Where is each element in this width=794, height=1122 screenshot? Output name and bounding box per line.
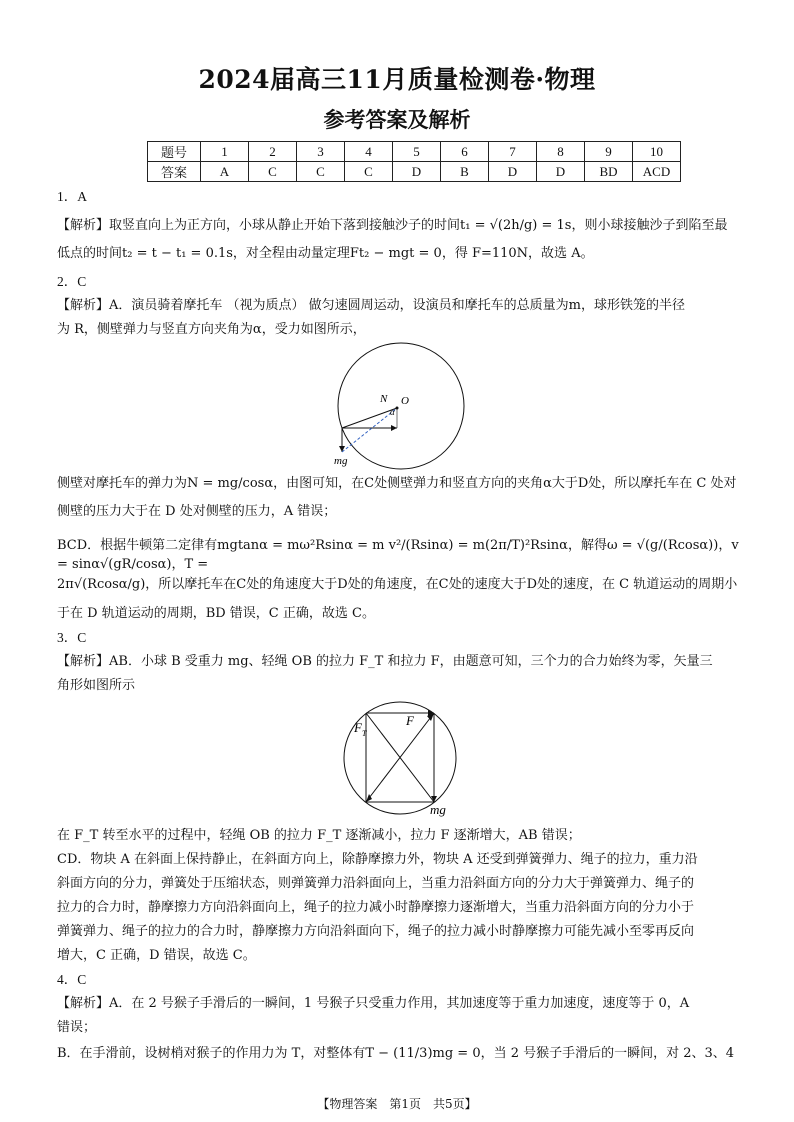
q3-line: 【解析】AB．小球 B 受重力 mg、轻绳 OB 的拉力 F_T 和拉力 F，由题意可知，三个力的合力始终为零，矢量三 [57, 654, 713, 669]
q1-line: 低点的时间t₂ = t − t₁ = 0.1s，对全程由动量定理Ft₂ − mgt = 0，得 F=110N，故选 A。 [57, 246, 594, 261]
q4-line: 错误； [57, 1020, 97, 1035]
answer-table [147, 141, 681, 182]
q3-line: 在 F_T 转至水平的过程中，轻绳 OB 的拉力 F_T 逐渐减小，拉力 F 逐渐增大，AB 错误； [57, 828, 581, 843]
q3-line: CD．物块 A 在斜面上保持静止，在斜面方向上，除静摩擦力外，物块 A 还受到弹簧弹力、绳子的拉力，重力沿 [57, 852, 698, 867]
answer-cell: C [249, 162, 297, 182]
answer-cell: C [345, 162, 393, 182]
answer-cell: ACD [633, 162, 681, 182]
q2-line: 于在 D 轨道运动的周期，BD 错误，C 正确，故选 C。 [57, 606, 375, 621]
q3-line: 斜面方向的分力，弹簧处于压缩状态，则弹簧弹力沿斜面向上，当重力沿斜面方向的分力大于弹簧弹力、绳子的 [57, 876, 695, 891]
q2-line: 为 R，侧壁弹力与竖直方向夹角为α，受力如图所示， [57, 322, 366, 337]
answer-cell: A [201, 162, 249, 182]
q4-number: 4．C [57, 972, 87, 987]
answer-cell: B [441, 162, 489, 182]
q4-line: B．在手滑前，设树梢对猴子的作用力为 T，对整体有T − (11/3)mg = 0，当 2 号猴子手滑后的一瞬间，对 2、3、4 [57, 1046, 735, 1061]
label-FT: F [354, 720, 362, 735]
label-alpha: α [390, 407, 395, 417]
label-mg: mg [430, 802, 446, 817]
q2-line: 侧壁对摩托车的弹力为N = mg/cosα，由图可知，在C处侧壁弹力和竖直方向的夹角α大于D处，所以摩托车在 C 处对 [57, 476, 737, 491]
number-cell: 4 [345, 142, 393, 162]
q3-number: 3．C [57, 630, 87, 645]
q2-line: BCD．根据牛顿第二定律有mgtanα = mω²Rsinα = m v²/(Rsinα) = m(2π/T)²Rsinα，解得ω = √(g/(Rcosα))，v = sinα√(gR/cosα)，T = [57, 538, 739, 572]
page-subtitle: 参考答案及解析 [323, 107, 471, 132]
answer-cell: D [489, 162, 537, 182]
number-cell: 7 [489, 142, 537, 162]
center-dot [396, 407, 399, 410]
label-F: F [406, 713, 414, 728]
dashed-line [342, 408, 397, 452]
answer-cell: C [297, 162, 345, 182]
answer-cell: D [537, 162, 585, 182]
label-N: N [380, 393, 388, 405]
number-cell: 10 [633, 142, 681, 162]
label-O: O [401, 395, 409, 407]
q2-line: 侧壁的压力大于在 D 处对侧壁的压力，A 错误； [57, 504, 337, 519]
answer-label-cell: 答案 [148, 162, 201, 182]
header-label-cell: 题号 [148, 142, 201, 162]
label-FT-subscript: T [362, 729, 367, 738]
q3-line: 弹簧弹力、绳子的拉力的合力时，静摩擦力方向沿斜面向下，绳子的拉力减小时静摩擦力可能先减小至零再反向 [57, 924, 695, 939]
q2-line: 【解析】A．演员骑着摩托车 （视为质点） 做匀速圆周运动，设演员和摩托车的总质量为m，球形铁笼的半径 [57, 298, 685, 313]
q2-line: 2π√(Rcosα/g)，所以摩托车在C处的角速度大于D处的角速度，在C处的速度大于D处的速度，在 C 轨道运动的周期小 [57, 577, 738, 592]
answer-cell: D [393, 162, 441, 182]
q1-number: 1．A [57, 189, 87, 204]
q3-vector-triangle-diagram [340, 698, 460, 820]
number-cell: 8 [537, 142, 585, 162]
number-cell: 9 [585, 142, 633, 162]
number-cell: 3 [297, 142, 345, 162]
q1-line: 【解析】取竖直向上为正方向，小球从静止开始下落到接触沙子的时间t₁ = √(2h/g) = 1s，则小球接触沙子到陷至最 [57, 218, 728, 233]
number-cell: 1 [201, 142, 249, 162]
arrow-head [391, 425, 397, 431]
q4-line: 【解析】A．在 2 号猴子手滑后的一瞬间，1 号猴子只受重力作用，其加速度等于重力加速度，速度等于 0，A [57, 996, 690, 1011]
q2-number: 2．C [57, 274, 87, 289]
q2-force-diagram [320, 340, 480, 470]
arrow-head [339, 446, 345, 452]
number-cell: 5 [393, 142, 441, 162]
page-title: 2024届高三11月质量检测卷·物理 [198, 65, 596, 94]
answer-cell: BD [585, 162, 633, 182]
q3-line: 增大，C 正确，D 错误，故选 C。 [57, 948, 256, 963]
normal-force-line [342, 408, 397, 428]
answer-table-header-row [148, 142, 681, 162]
number-cell: 6 [441, 142, 489, 162]
answer-table-answer-row [148, 162, 681, 182]
page-footer: 【物理答案 第1页 共5页】 [317, 1097, 477, 1111]
q3-line: 角形如图所示 [57, 678, 136, 693]
number-cell: 2 [249, 142, 297, 162]
q3-line: 拉力的合力时，静摩擦力方向沿斜面向上，绳子的拉力减小时静摩擦力逐渐增大，当重力沿斜面方向的分力小于 [57, 900, 695, 915]
label-mg: mg [334, 455, 348, 467]
